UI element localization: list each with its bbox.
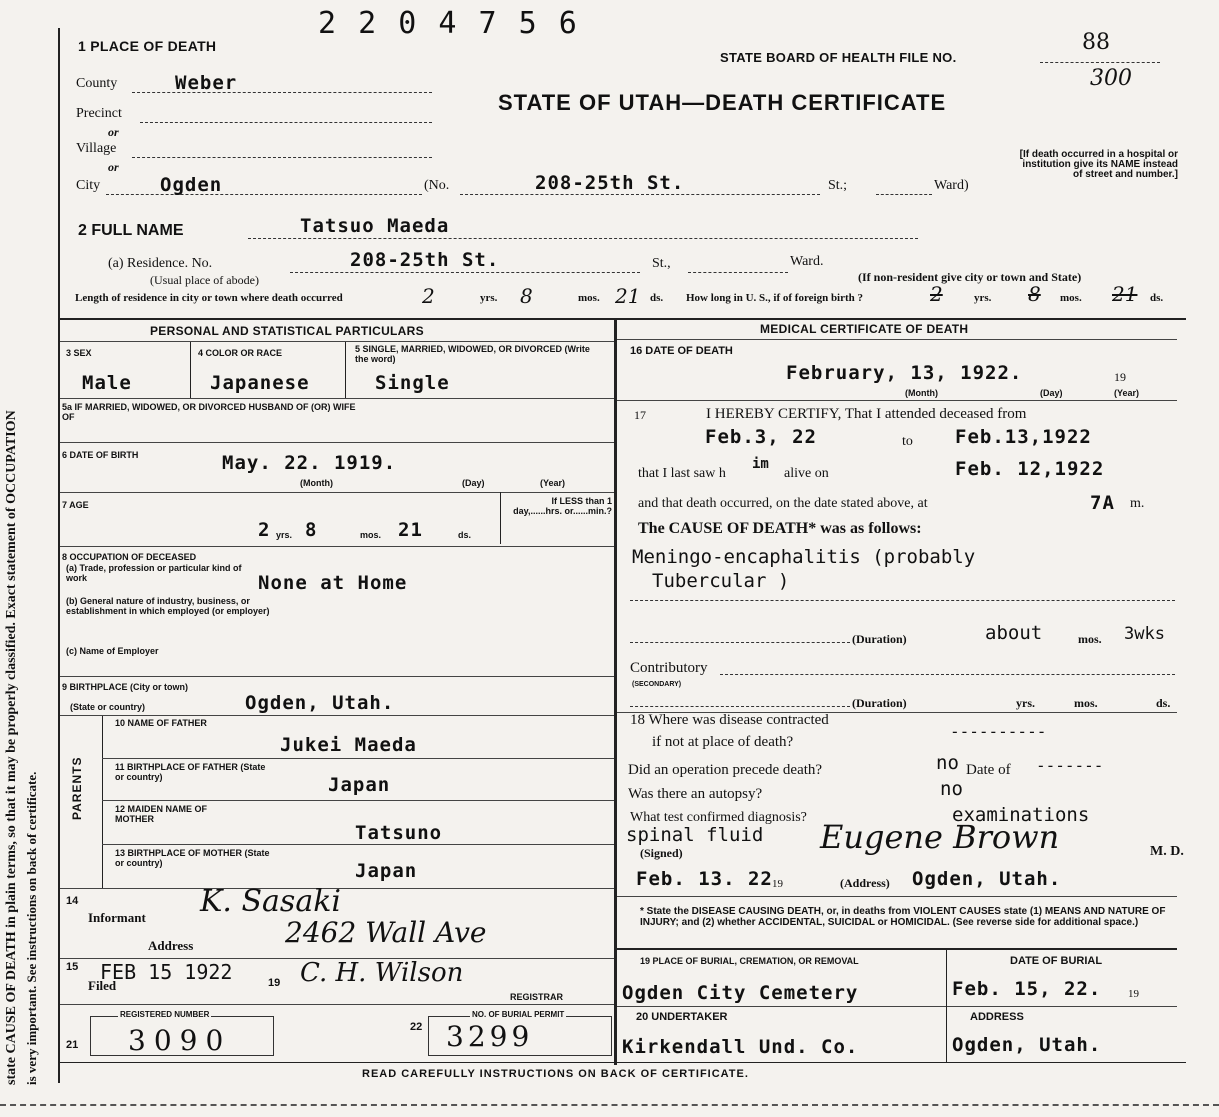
footnote: * State the DISEASE CAUSING DEATH, or, in deaths from VIOLENT CAUSES state (1) MEANS AND NATURE OF INJURY; and (2) whether ACCIDENTAL, SUICIDAL or HOMICIDAL. (See reverse side for additional space.) [640, 906, 1166, 928]
father-birthplace-value: Japan [328, 774, 391, 796]
undertaker-address-value: Ogden, Utah. [952, 1034, 1102, 1056]
time-of-death-value: 7A [1090, 492, 1115, 514]
county-label: County [76, 76, 118, 91]
medical-header: MEDICAL CERTIFICATE OF DEATH [760, 322, 969, 336]
file-no-label: STATE BOARD OF HEALTH FILE NO. [720, 50, 957, 65]
sidebar-line-2: is very important. See instructions on back of certificate. [24, 771, 39, 1085]
burial-place-value: Ogden City Cemetery [622, 982, 859, 1004]
physician-signature: Eugene Brown [820, 818, 1060, 856]
duration-value: about [985, 622, 1043, 644]
test-value-2: spinal fluid [626, 824, 764, 846]
autopsy-value: no [940, 778, 963, 800]
full-name-label: 2 FULL NAME [78, 222, 184, 239]
dob-value: May. 22. 1919. [222, 452, 397, 474]
city-label: City [76, 178, 101, 193]
physician-address-value: Ogden, Utah. [912, 868, 1062, 890]
sidebar-instructions [0, 0, 56, 1117]
registrar-signature: C. H. Wilson [300, 958, 464, 988]
birthplace-value: Ogden, Utah. [245, 692, 395, 714]
length-label: Length of residence in city or town where death occurred [75, 292, 343, 304]
residence-value: 208-25th St. [350, 249, 500, 271]
mother-name-value: Tatsuno [355, 822, 443, 844]
cause-line-1: Meningo-encaphalitis (probably [632, 546, 976, 568]
burial-permit-value: 3299 [446, 1020, 534, 1053]
registered-number-value: 3090 [128, 1024, 232, 1057]
burial-date-value: Feb. 15, 22. [952, 978, 1102, 1000]
operation-value: no [936, 752, 959, 774]
sidebar-line-1: state CAUSE OF DEATH in plain terms, so that it may be properly classified. Exact statement of OCCUPATION [4, 410, 19, 1085]
mother-birthplace-value: Japan [355, 860, 418, 882]
village-label: Village [76, 141, 117, 156]
certificate-title: STATE OF UTAH—DEATH CERTIFICATE [498, 90, 947, 115]
undertaker-value: Kirkendall Und. Co. [622, 1036, 859, 1058]
occupation-value: None at Home [258, 572, 408, 594]
color-value: Japanese [210, 372, 310, 394]
place-of-death-label: 1 PLACE OF DEATH [78, 38, 217, 54]
last-saw-value: Feb. 12,1922 [955, 458, 1105, 480]
file-no-value: 88 [1082, 30, 1110, 55]
personal-header: PERSONAL AND STATISTICAL PARTICULARS [150, 324, 424, 338]
stamp-number: 2 2 0 4 7 5 6 [318, 6, 579, 41]
county-value: Weber [175, 72, 238, 94]
precinct-label: Precinct [76, 106, 122, 121]
parents-label: PARENTS [70, 756, 84, 820]
marital-status-value: Single [375, 372, 450, 394]
footer-instructions: READ CAREFULLY INSTRUCTIONS ON BACK OF CERTIFICATE. [362, 1068, 749, 1080]
full-name-value: Tatsuo Maeda [300, 215, 450, 237]
father-name-value: Jukei Maeda [280, 734, 417, 756]
date-of-death-value: February, 13, 1922. [786, 362, 1023, 384]
filed-stamp: FEB 15 1922 [100, 960, 233, 984]
informant-address-value: 2462 Wall Ave [285, 916, 487, 949]
street-value: 208-25th St. [535, 172, 685, 194]
cause-line-2: Tubercular ) [652, 570, 790, 592]
residence-label: (a) Residence. No. [108, 256, 213, 271]
column-divider [614, 320, 617, 1065]
sex-value: Male [82, 372, 132, 394]
city-value: Ogden [160, 174, 223, 196]
file-no-handwritten: 300 [1090, 66, 1132, 91]
us-label: How long in U. S., if of foreign birth ? [686, 292, 864, 304]
sign-date-value: Feb. 13. 22 [636, 868, 773, 890]
hospital-note: [If death occurred in a hospital or institution give its NAME instead of street and number.] [1019, 149, 1178, 180]
bottom-perforation [0, 1104, 1219, 1106]
attended-to-value: Feb.13,1922 [955, 426, 1092, 448]
frame-left [58, 28, 60, 1083]
attended-from-value: Feb.3, 22 [705, 426, 817, 448]
section-divider [58, 318, 1186, 320]
certify-text: I HEREBY CERTIFY, That I attended deceased from [706, 406, 1027, 422]
test-value-1: examinations [952, 804, 1090, 826]
no-label: (No. [424, 178, 450, 193]
informant-signature: K. Sasaki [200, 884, 341, 919]
